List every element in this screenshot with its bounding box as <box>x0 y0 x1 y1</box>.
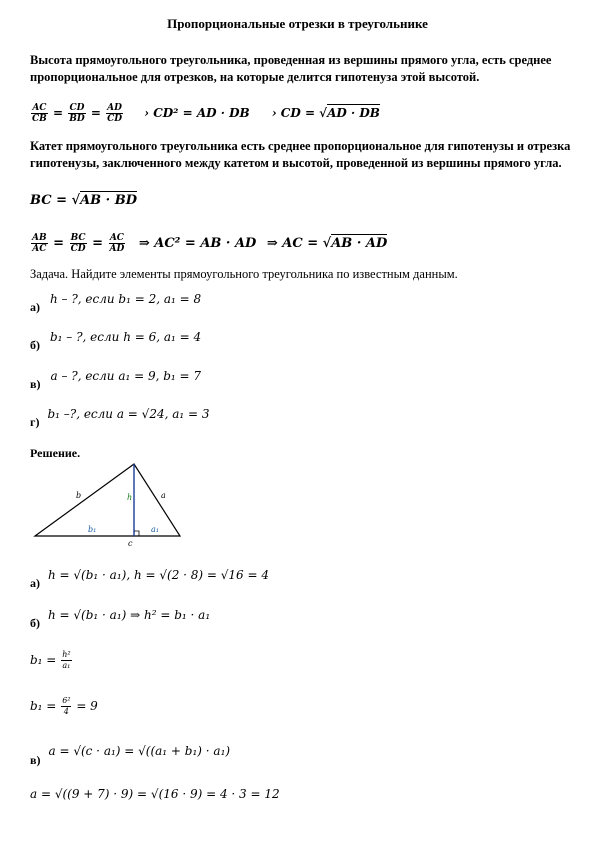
theorem-2-formula: BC = √AB · BD <box>30 193 137 208</box>
task-item-d: $_{г)}$ b₁ –?, если a = √24, a₁ = 3 <box>30 407 210 429</box>
solution-c: $_{в)}$ a = √(c · a₁) = √((a₁ + b₁) · a₁) <box>30 744 231 767</box>
theorem-1-formula: $\frac{AC}{CB}$ = $\frac{CD}{BD}$ = $\frac{AD}{CD}$ › CD² = AD · DB › CD = √AD · DB <box>32 103 380 124</box>
task-heading: Задача. Найдите элементы прямоугольного треугольника по известным данным. <box>30 267 458 281</box>
theorem-1-text: Высота прямоугольного треугольника, проведенная из вершины прямого угла, есть среднее пропорциональное для отрезков, на которые делится гипотенуза этой высотой. <box>30 53 552 84</box>
label-h: h <box>127 493 133 502</box>
solution-heading: Решение. <box>30 446 81 460</box>
label-b1: b₁ <box>88 525 97 534</box>
right-angle-mark <box>134 531 139 536</box>
task-item-a: $_{а)}$ h – ?, если b₁ = 2, a₁ = 8 <box>30 292 202 314</box>
label-b: b <box>76 491 82 500</box>
solution-c-result: a = √((9 + 7) · 9) = √(16 · 9) = 4 · 3 = 12 <box>30 787 280 801</box>
solution-b-step2: b₁ = $\frac{\text{6²}}{4}$ = 9 <box>30 696 98 716</box>
page-title: Пропорциональные отрезки в треугольнике <box>167 16 428 31</box>
label-a: a <box>161 491 166 500</box>
solution-b-step1: b₁ = $\frac{\text{h²}}{\text{a₁}}$ <box>30 650 71 670</box>
triangle-diagram <box>30 460 190 550</box>
label-c: c <box>128 539 133 548</box>
label-a1: a₁ <box>151 525 159 534</box>
theorem-2-text: Катет прямоугольного треугольника есть среднее пропорциональное для гипотенузы и отрезка гипотенузы, заключенного между катетом и высотой, проведенной из вершины прямого угла. <box>30 139 571 170</box>
solution-a: $_{а)}$ h = √(b₁ · a₁), h = √(2 · 8) = √16 = 4 <box>30 568 270 590</box>
task-item-c: $_{в)}$ a – ?, если a₁ = 9, b₁ = 7 <box>30 369 202 391</box>
task-item-b: $_{б)}$ b₁ – ?, если h = 6, a₁ = 4 <box>30 330 202 352</box>
solution-b: $_{б)}$ h = √(b₁ · a₁) ⇒ h² = b₁ · a₁ <box>30 608 211 630</box>
theorem-2-chain: $\frac{AB}{AC}$ = $\frac{BC}{CD}$ = $\frac{AC}{AD}$ ⇒ AC² = AB · AD ⇒ AC = √AB · AD <box>32 233 388 254</box>
